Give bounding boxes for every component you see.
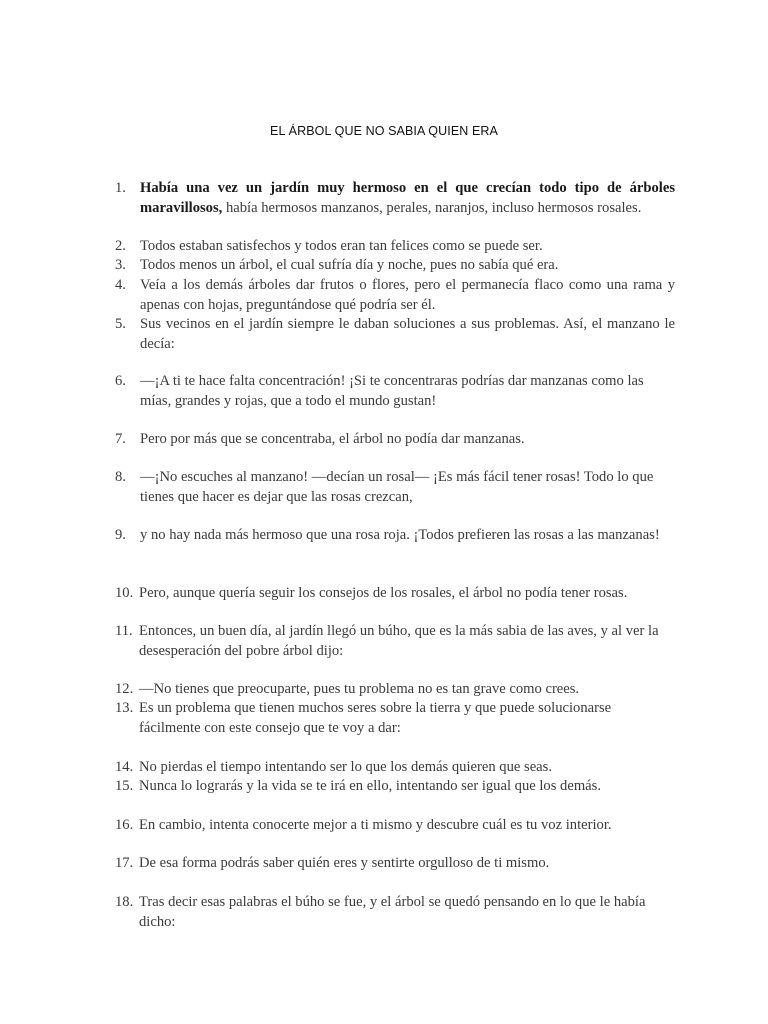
list-item (115, 315, 675, 354)
item-number: 7. (115, 431, 126, 447)
item-number: 4. (115, 277, 126, 293)
item-number: 17. (115, 855, 134, 871)
item-text: De esa forma podrás saber quién eres y sentirte orgulloso de ti mismo. (139, 855, 550, 871)
item-number: 5. (115, 316, 126, 332)
item-number: 11. (115, 623, 133, 639)
item-number: 10. (115, 585, 134, 601)
item-number: 6. (115, 373, 126, 389)
item-text: Pero, aunque quería seguir los consejos de los rosales, el árbol no podía tener rosas. (139, 585, 628, 601)
list-item (115, 699, 675, 738)
item-number: 16. (115, 817, 134, 833)
item-number: 3. (115, 257, 126, 273)
item-text: Es un problema que tienen muchos seres sobre la tierra y que puede solucionarse fácilmente con este consejo que te voy a dar: (139, 700, 612, 736)
item-text: —¡A ti te hace falta concentración! ¡Si te concentraras podrías dar manzanas como las mías, grandes y rojas, que a todo el mundo gustan! (140, 373, 644, 409)
list-item (115, 758, 675, 778)
item-text: —¡No escuches al manzano! —decían un rosal— ¡Es más fácil tener rosas! Todo lo que tienes que hacer es dejar que las rosas crezcan, (140, 469, 654, 505)
item-number: 1. (115, 180, 126, 196)
item-text: Veía a los demás árboles dar frutos o flores, pero el permanecía flaco como una rama y apenas con hojas, preguntándose qué podría ser él. (140, 277, 675, 313)
item-number: 18. (115, 894, 134, 910)
list-item (115, 584, 675, 604)
item-text: Todos menos un árbol, el cual sufría día y noche, pues no sabía qué era. (140, 257, 559, 273)
list-item (115, 816, 675, 836)
item-text: No pierdas el tiempo intentando ser lo que los demás quieren que seas. (139, 759, 552, 775)
list-item (115, 622, 675, 661)
item-text: —No tienes que preocuparte, pues tu problema no es tan grave como crees. (139, 681, 580, 697)
item-number: 13. (115, 700, 134, 716)
list-item (115, 276, 675, 315)
item-text: En cambio, intenta conocerte mejor a ti mismo y descubre cuál es tu voz interior. (139, 817, 612, 833)
item-text: y no hay nada más hermoso que una rosa roja. ¡Todos prefieren las rosas a las manzanas! (140, 527, 660, 543)
document-title: EL ÁRBOL QUE NO SABIA QUIEN ERA (270, 124, 498, 138)
list-item (115, 854, 675, 874)
item-number: 9. (115, 527, 126, 543)
item-text: Todos estaban satisfechos y todos eran tan felices como se puede ser. (140, 238, 543, 254)
list-item (115, 179, 675, 218)
item-number: 2. (115, 238, 126, 254)
list-item (115, 893, 675, 932)
item-text: Sus vecinos en el jardín siempre le daban soluciones a sus problemas. Así, el manzano le decía: (140, 316, 675, 352)
list-item (115, 680, 675, 700)
list-item (115, 372, 675, 411)
item-text: Tras decir esas palabras el búho se fue, y el árbol se quedó pensando en lo que le había dicho: (139, 894, 646, 930)
list-item (115, 430, 675, 450)
list-item (115, 256, 675, 276)
item-body: había hermosos manzanos, perales, naranjos, incluso hermosos rosales. (222, 199, 642, 216)
list-item (115, 237, 675, 257)
item-text: Entonces, un buen día, al jardín llegó un búho, que es la más sabia de las aves, y al ver la desesperación del pobre árbol dijo: (139, 623, 659, 659)
list-item (115, 468, 675, 507)
item-number: 14. (115, 759, 134, 775)
item-number: 8. (115, 469, 126, 485)
item-number: 12. (115, 681, 134, 697)
item-text: Pero por más que se concentraba, el árbol no podía dar manzanas. (140, 431, 525, 447)
list-item (115, 526, 675, 546)
item-text (140, 179, 675, 218)
item-lead: Había una vez un jardín muy hermoso en el que crecían todo tipo de árboles maravillosos, (140, 180, 675, 216)
item-number: 15. (115, 778, 134, 794)
list-item (115, 777, 675, 797)
item-text: Nunca lo lograrás y la vida se te irá en ello, intentando ser igual que los demás. (139, 778, 601, 794)
